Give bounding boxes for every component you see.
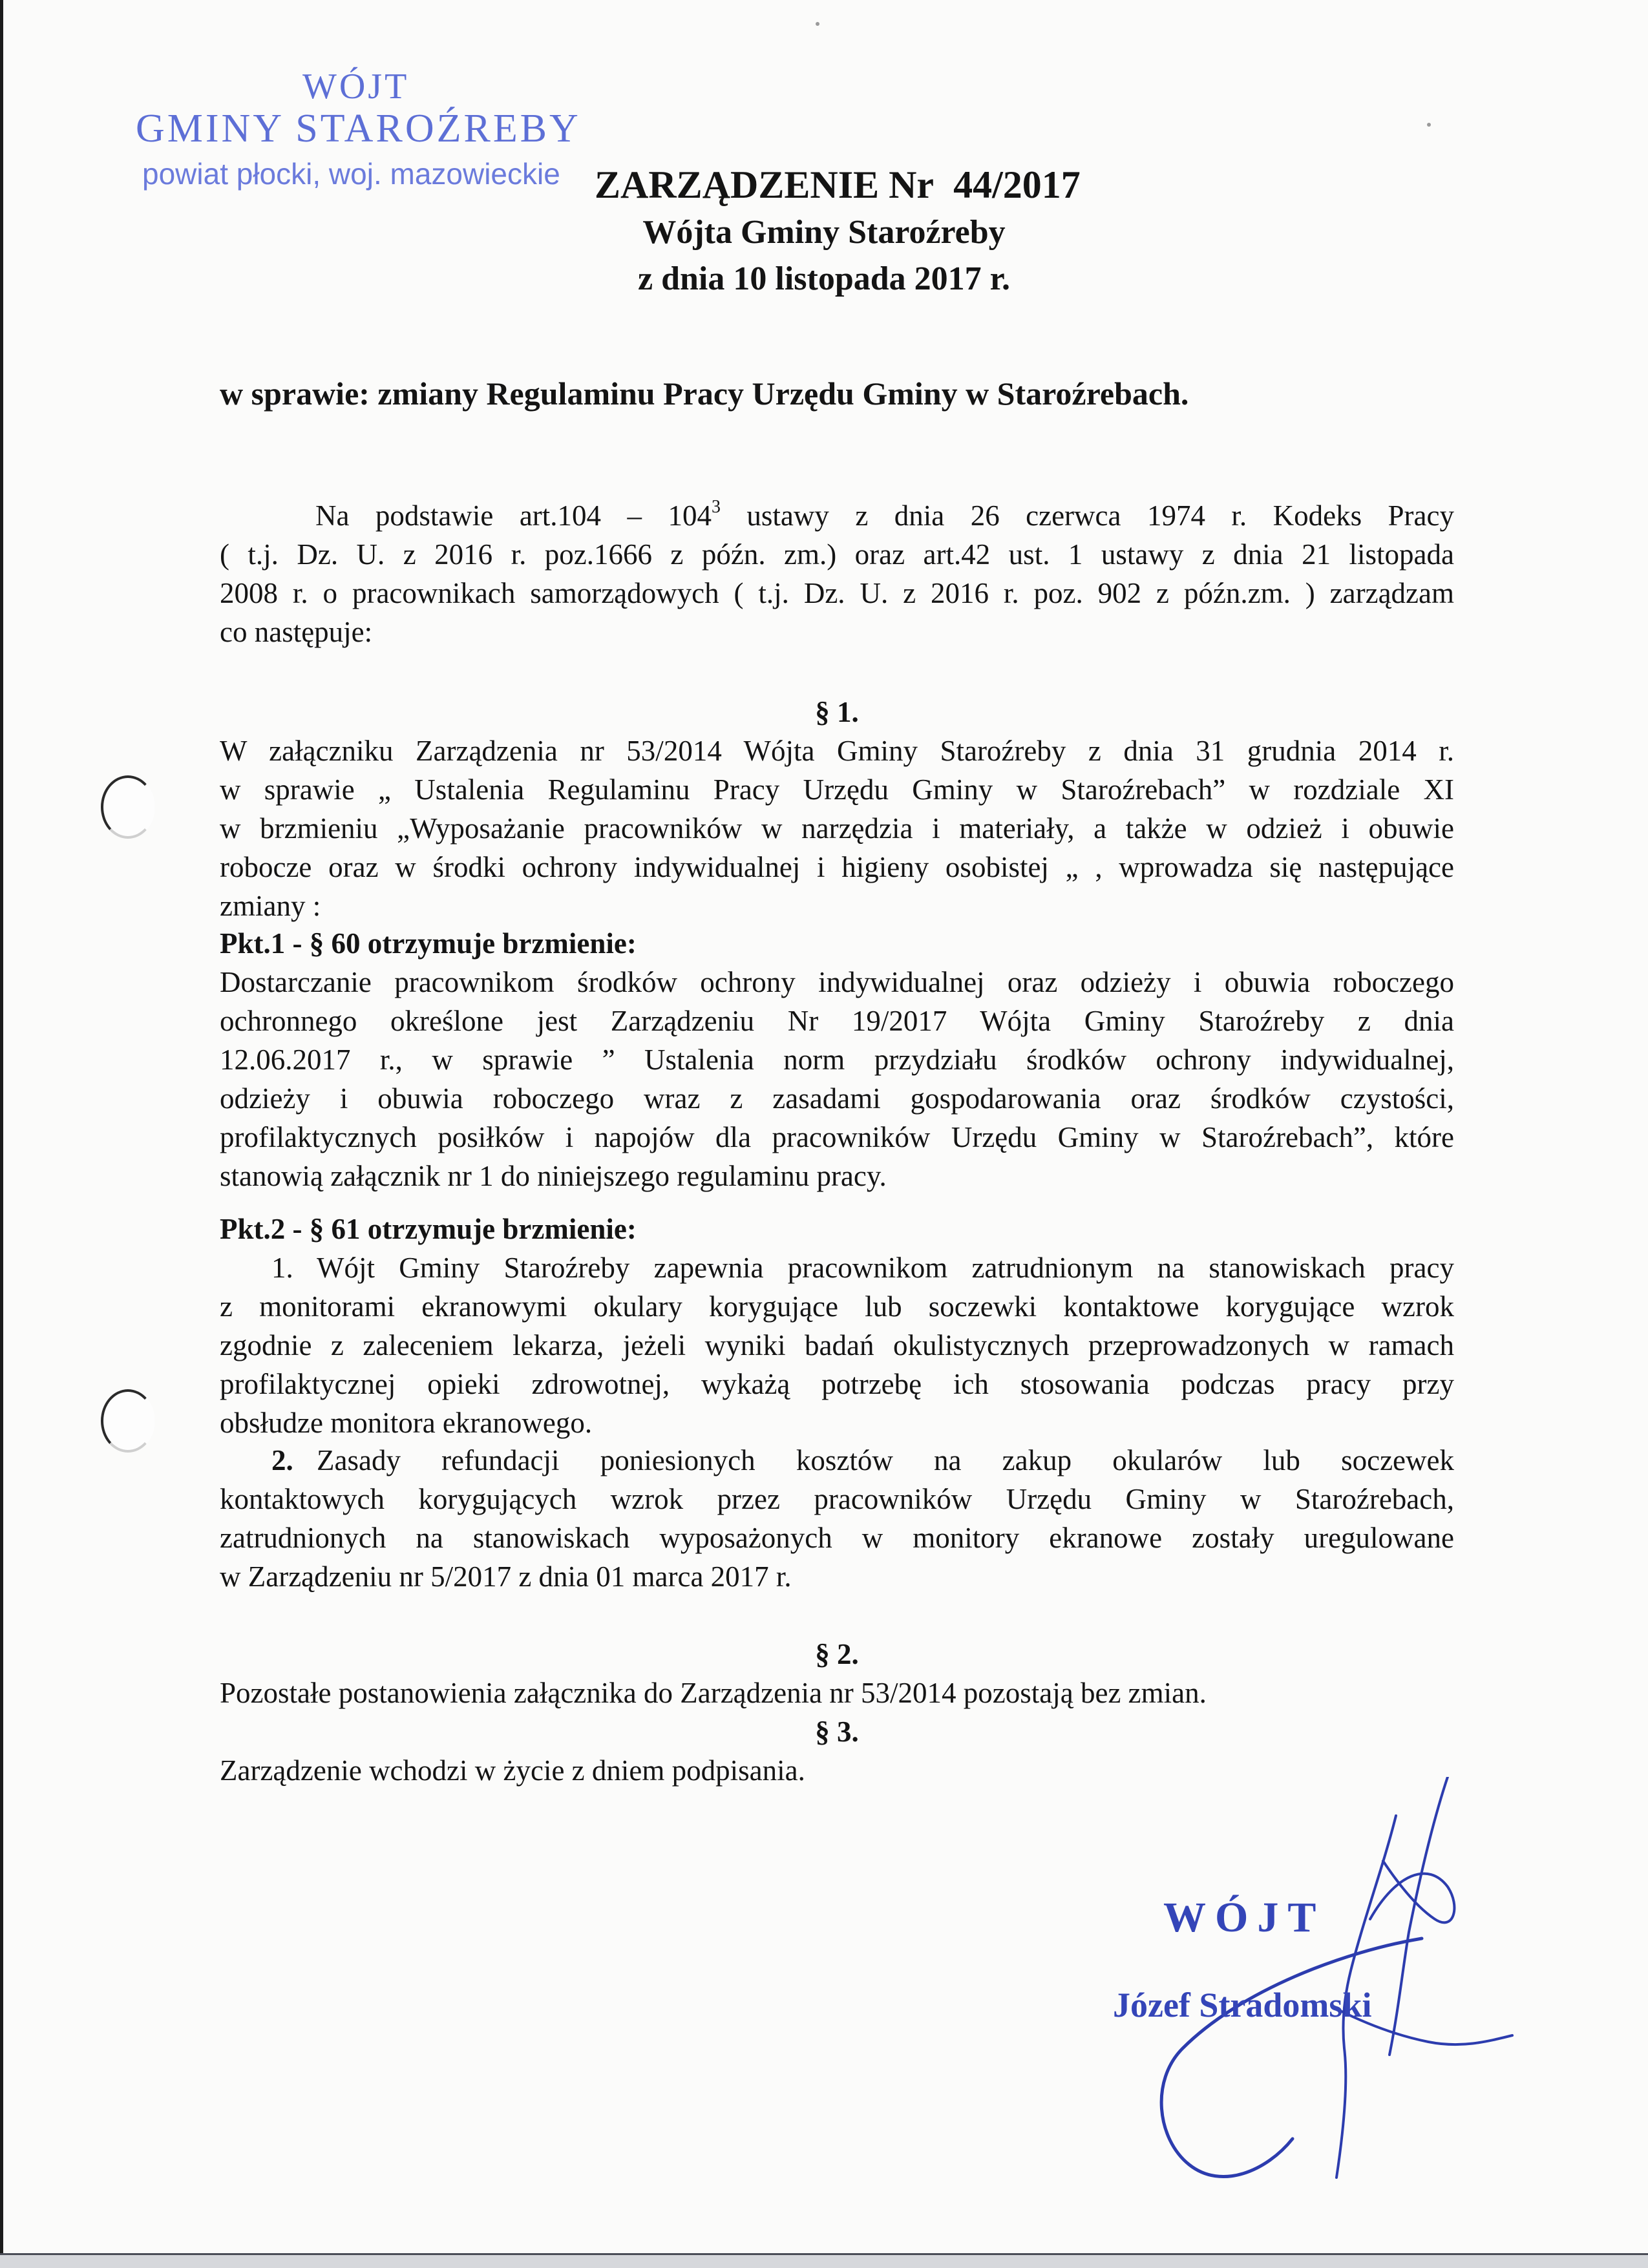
office-stamp: [136, 66, 601, 195]
item1-line: obsłudze monitora ekranowego.: [220, 1407, 593, 1439]
item1-line: profilaktycznej opieki zdrowotnej, wykażą potrzebę ich stosowania podczas pracy przy: [220, 1368, 1454, 1400]
section-line: Pozostałe postanowienia załącznika do Zarządzenia nr 53/2014 pozostają bez zmian.: [220, 1677, 1207, 1709]
section-heading: § 3.: [815, 1716, 859, 1748]
title-text: ZARZĄDZENIE Nr: [595, 163, 935, 206]
title-number: 44/2017: [953, 163, 1081, 206]
pkt1-line: stanowią załącznik nr 1 do niniejszego regulaminu pracy.: [220, 1160, 887, 1192]
pkt1-line: 12.06.2017 r., w sprawie ” Ustalenia norm przydziału środków ochrony indywidualnej,: [220, 1044, 1454, 1076]
stamp-line-1: WÓJT: [302, 67, 410, 107]
item2-line: w Zarządzeniu nr 5/2017 z dnia 01 marca 2017 r.: [220, 1560, 792, 1593]
pkt1-heading: Pkt.1 - § 60 otrzymuje brzmienie:: [220, 927, 637, 960]
punch-hole: [101, 1389, 155, 1453]
item2-line: Zasady refundacji poniesionych kosztów na zakup okularów lub soczewek: [317, 1444, 1454, 1476]
item1-line: zgodnie z zaleceniem lekarza, jeżeli wyniki badań okulistycznych przeprowadzonych w ramach: [220, 1329, 1454, 1361]
pkt1-line: Dostarczanie pracownikom środków ochrony indywidualnej oraz odzieży i obuwia roboczego: [220, 966, 1454, 998]
page-bottom-edge: [0, 2255, 1648, 2268]
signature-title: WÓJT: [1163, 1894, 1326, 1941]
preamble-text: Na podstawie art.104 – 104: [315, 499, 712, 532]
item-number: 1.: [271, 1252, 293, 1284]
section-line: w brzmieniu „Wyposażanie pracowników w narzędzia i materiały, a także w odzież i obuwie: [220, 812, 1454, 845]
document-title: [595, 163, 1081, 207]
handwritten-signature: [1150, 1777, 1525, 2190]
stamp-line-3: powiat płocki, woj. mazowieckie: [142, 157, 560, 191]
punch-hole: [101, 775, 155, 839]
section-line: zmiany :: [220, 890, 321, 922]
section-heading: § 2.: [815, 1638, 859, 1670]
item-number: 2.: [271, 1444, 293, 1476]
section-line: Zarządzenie wchodzi w życie z dniem podpisania.: [220, 1754, 805, 1787]
item2-line: kontaktowych korygujących wzrok przez pracowników Urzędu Gminy w Staroźrebach,: [220, 1483, 1454, 1515]
section-line: robocze oraz w środki ochrony indywidualnej i higieny osobistej „ , wprowadza się następujące: [220, 851, 1454, 883]
section-line: w sprawie „ Ustalenia Regulaminu Pracy Urzędu Gminy w Staroźrebach” w rozdziale XI: [220, 773, 1454, 806]
item1-line: z monitorami ekranowymi okulary korygujące lub soczewki kontaktowe korygujące wzrok: [220, 1290, 1454, 1323]
section-line: W załączniku Zarządzenia nr 53/2014 Wójta Gminy Staroźreby z dnia 31 grudnia 2014 r.: [220, 735, 1454, 767]
pkt1-line: odzieży i obuwia roboczego wraz z zasadami gospodarowania oraz środków czystości,: [220, 1082, 1454, 1115]
signature-stamp: [1150, 1777, 1525, 2190]
date-line: z dnia 10 listopada 2017 r.: [638, 260, 1010, 297]
superscript: 3: [711, 497, 721, 517]
pkt1-line: profilaktycznych posiłków i napojów dla pracowników Urzędu Gminy w Staroźrebach”, które: [220, 1121, 1454, 1153]
preamble-text: ustawy z dnia 26 czerwca 1974 r. Kodeks Pracy: [720, 499, 1454, 532]
pkt2-heading: Pkt.2 - § 61 otrzymuje brzmienie:: [220, 1213, 637, 1245]
item1-line: Wójt Gminy Staroźreby zapewnia pracownikom zatrudnionym na stanowiskach pracy: [317, 1252, 1454, 1284]
preamble-line: 2008 r. o pracownikach samorządowych ( t.j. Dz. U. z 2016 r. poz. 902 z późn.zm. ) zarządzam: [220, 577, 1454, 609]
preamble-line: co następuje:: [220, 616, 373, 648]
item2-line: zatrudnionych na stanowiskach wyposażonych w monitory ekranowe zostały uregulowane: [220, 1522, 1454, 1554]
scan-speck: [816, 22, 819, 26]
issuer-line: Wójta Gminy Staroźreby: [642, 214, 1006, 251]
scan-speck: [1427, 123, 1431, 127]
stamp-line-2: GMINY STAROŹREBY: [136, 107, 581, 151]
page-edge: [0, 0, 3, 2268]
preamble-line: [315, 496, 1454, 540]
signatory-name: Józef Stradomski: [1113, 1986, 1372, 2024]
section-heading: § 1.: [815, 696, 859, 728]
preamble-line: ( t.j. Dz. U. z 2016 r. poz.1666 z późn. zm.) oraz art.42 ust. 1 ustawy z dnia 21 listopada: [220, 538, 1454, 571]
subject-line: w sprawie: zmiany Regulaminu Pracy Urzędu Gminy w Staroźrebach.: [220, 375, 1189, 412]
pkt1-line: ochronnego określone jest Zarządzeniu Nr 19/2017 Wójta Gminy Staroźreby z dnia: [220, 1005, 1454, 1037]
